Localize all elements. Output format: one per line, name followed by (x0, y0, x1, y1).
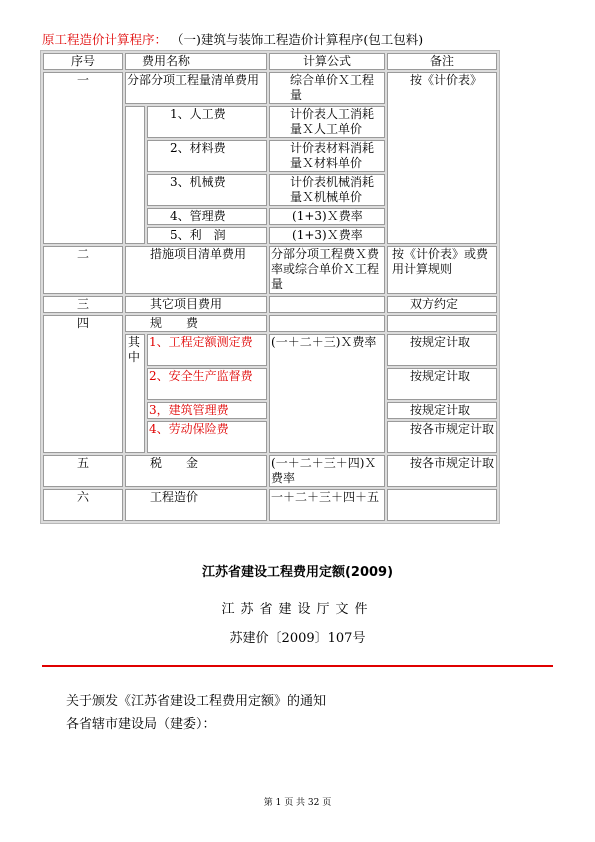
issuing-department: 江苏省建设厅文件 (221, 602, 374, 617)
row-1-formula: 综合单价Ｘ工程量 (269, 72, 385, 104)
document-title: 江苏省建设工程费用定额(2009) (201, 565, 394, 580)
red-divider (42, 665, 553, 667)
row-5-formula: (一＋二＋三＋四)Ｘ费率 (269, 455, 385, 487)
header-note: 备注 (387, 53, 497, 70)
row-5-no: 五 (43, 455, 123, 487)
row-1-no: 一 (43, 72, 123, 244)
row-2-no: 二 (43, 246, 123, 294)
row-3-name: 其它项目费用 (125, 296, 267, 313)
table-row (43, 246, 497, 294)
row-3-no: 三 (43, 296, 123, 313)
table-row (43, 315, 497, 332)
row-4-item-note: 按各市规定计取 (387, 421, 497, 453)
sub-name: 2、材料费 (147, 140, 267, 172)
row-6-formula: 一＋二＋三＋四＋五 (269, 489, 385, 521)
row-4-item-note: 按规定计取 (387, 368, 497, 400)
row-2-note: 按《计价表》或费用计算规则 (387, 246, 497, 294)
header-name: 费用名称 (125, 53, 267, 70)
row-6-name: 工程造价 (125, 489, 267, 521)
sub-formula: 计价表机械消耗量Ｘ机械单价 (269, 174, 385, 206)
sub-formula: (1+3)Ｘ费率 (269, 208, 385, 225)
row-2-name: 措施项目清单费用 (125, 246, 267, 294)
sub-name: 1、人工费 (147, 106, 267, 138)
row-4-no: 四 (43, 315, 123, 453)
row-6-no: 六 (43, 489, 123, 521)
heading-label: 原工程造价计算程序： (42, 32, 168, 47)
row-4-formula-blank (269, 315, 385, 332)
row-5-name: 税 金 (125, 455, 267, 487)
header-formula: 计算公式 (269, 53, 385, 70)
heading (42, 32, 423, 48)
row-4-formula: (一＋二＋三)Ｘ费率 (269, 334, 385, 453)
sub-name: 4、管理费 (147, 208, 267, 225)
row-4-item-note: 按规定计取 (387, 402, 497, 419)
row-4-item: 2、安全生产监督费 (147, 368, 267, 400)
sub-name: 3、机械费 (147, 174, 267, 206)
table-row (43, 72, 497, 104)
sub-name: 5、利 润 (147, 227, 267, 244)
fee-table (40, 50, 500, 524)
row-1-name: 分部分项工程量清单费用 (125, 72, 267, 104)
sub-formula: (1+3)Ｘ费率 (269, 227, 385, 244)
row-1-note: 按《计价表》 (387, 72, 497, 244)
table-row (43, 296, 497, 313)
row-4-item: 3，建筑管理费 (147, 402, 267, 419)
row-2-formula: 分部分项工程费Ｘ费率或综合单价Ｘ工程量 (269, 246, 385, 294)
row-4-name: 规 费 (125, 315, 267, 332)
document-number: 苏建价〔2009〕107号 (229, 631, 366, 646)
table-header-row (43, 53, 497, 70)
table-row (43, 455, 497, 487)
row-3-note: 双方约定 (387, 296, 497, 313)
row-4-item-note: 按规定计取 (387, 334, 497, 366)
sub-formula: 计价表材料消耗量Ｘ材料单价 (269, 140, 385, 172)
row-6-note (387, 489, 497, 521)
table-row (43, 489, 497, 521)
row-4-note-blank (387, 315, 497, 332)
notice-title: 关于颁发《江苏省建设工程费用定额》的通知 (66, 694, 327, 709)
sub-formula: 计价表人工消耗量Ｘ人工单价 (269, 106, 385, 138)
row-3-formula (269, 296, 385, 313)
row-1-spacer (125, 106, 145, 244)
row-4-prefix: 其中 (125, 334, 145, 453)
header-no: 序号 (43, 53, 123, 70)
row-4-item: 1、工程定额测定费 (147, 334, 267, 366)
row-5-note: 按各市规定计取 (387, 455, 497, 487)
page-footer: 第 1 页 共 32 页 (263, 798, 332, 808)
heading-text: （一)建筑与装饰工程造价计算程序(包工包料) (171, 32, 424, 47)
row-4-item: 4、劳动保险费 (147, 421, 267, 453)
addressee: 各省辖市建设局（建委）： (66, 717, 216, 732)
